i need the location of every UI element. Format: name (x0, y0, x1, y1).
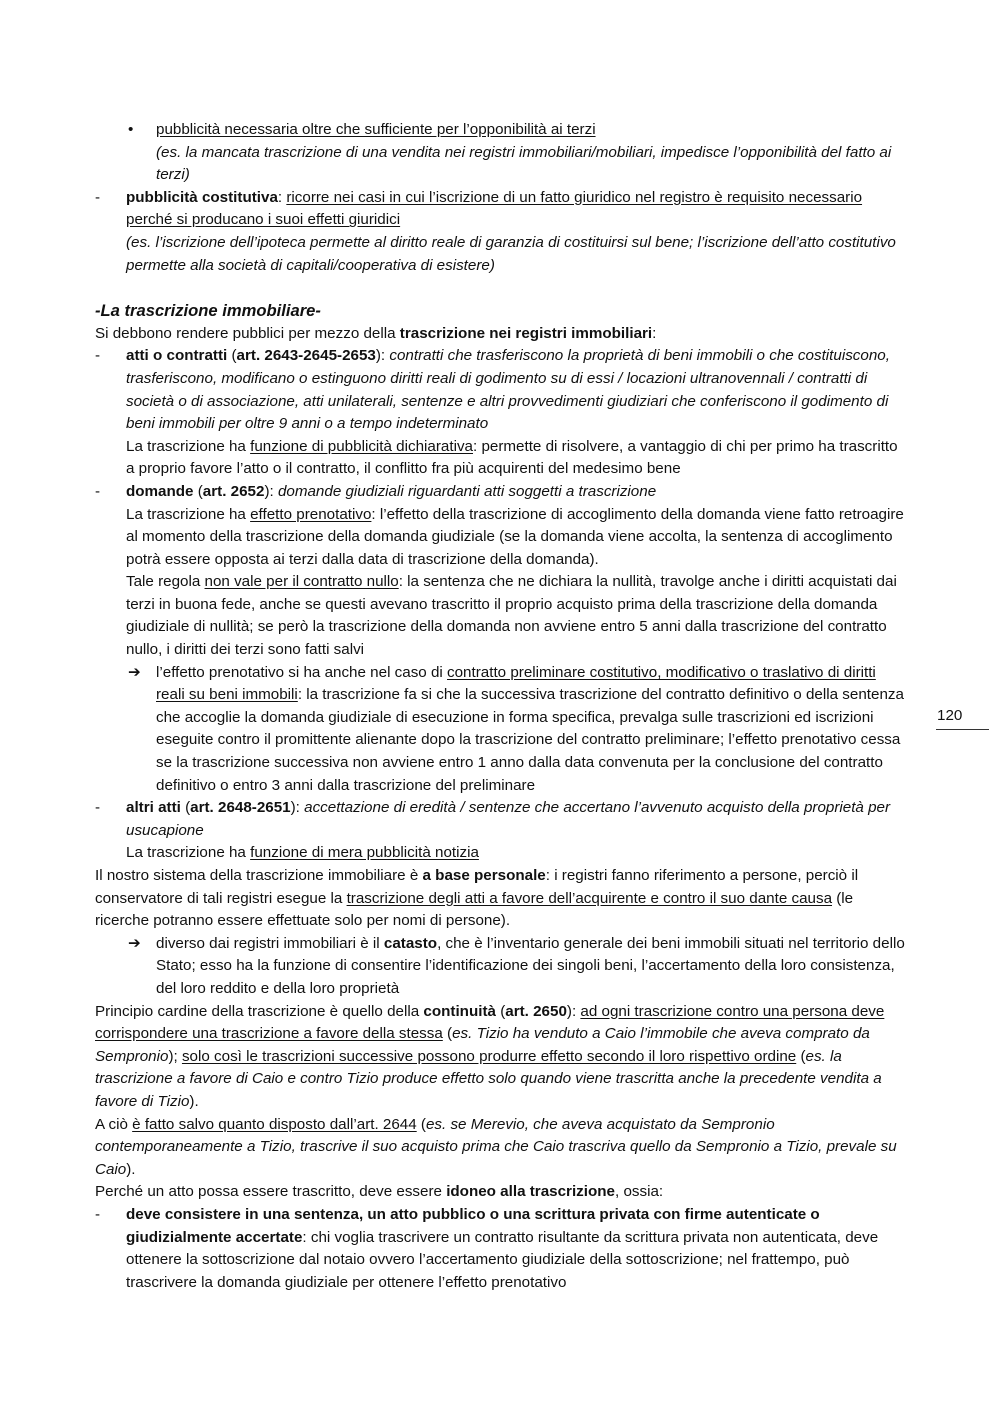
arrow-item-catasto (95, 933, 905, 1001)
example-text: (es. la mancata trascrizione di una vendita nei registri immobiliari/mobiliari, impedisce l’opponibilità del fatto ai terzi) (156, 143, 892, 184)
para-bold: continuità (423, 1002, 496, 1020)
example-text: es. la trascrizione a favore di Caio e contro Tizio produce effetto solo quando viene trascritta anche la precedente vendita a favore di Tizio (95, 1047, 882, 1110)
item-title: domande (126, 482, 194, 500)
arrow-marker: ➔ (128, 663, 141, 681)
note-text: La trascrizione ha (126, 844, 251, 862)
term-text: pubblicità costitutiva (126, 188, 278, 206)
spacer (95, 277, 905, 300)
intro-text: Si debbono rendere pubblici per mezzo della (95, 324, 400, 342)
para-text: ); (168, 1047, 182, 1065)
rule-underlined: non vale per il contratto nullo (204, 573, 399, 591)
paragraph-continuita (95, 1001, 905, 1114)
para-bold: idoneo alla trascrizione (446, 1183, 615, 1201)
paragraph-sistema (95, 865, 905, 933)
rule-text: Tale regola (126, 573, 205, 591)
colon-text: : (277, 188, 287, 206)
para-text: ( (416, 1115, 426, 1133)
paren-open: ( (180, 799, 191, 817)
dash-marker: - (95, 347, 101, 365)
paragraph-art-2644 (95, 1114, 905, 1182)
dash-marker: - (95, 482, 101, 500)
item-description: accettazione di eredità / sentenze che accertano l’avvenuto acquisto della proprietà per usucapione (126, 799, 891, 839)
item-title: atti o contratti (126, 347, 228, 365)
note-text: La trascrizione ha (126, 505, 251, 523)
para-underlined: ad ogni trascrizione contro una persona deve corrispondere una trascrizione a favore della stessa (95, 1002, 885, 1043)
example-text: es. Tizio ha venduto a Caio l’immobile che aveva comprato da Sempronio (95, 1025, 870, 1065)
item-description: contratti che trasferiscono la proprietà di beni immobili o che costituiscono, trasferiscono, modificano o estinguono diritti reali di godimento su di essi / locazioni ultranovennali / contratti di società o di associazione, atti unilaterali, sentenze e altri provvedimenti giudiziari che conferiscono il godimento di beni immobili per oltre 9 anni o a tempo indeterminato (126, 347, 890, 433)
dash-item-domande (95, 481, 905, 662)
intro-colon: : (652, 324, 657, 342)
article-ref: art. 2650 (505, 1002, 567, 1020)
example-text: (es. l’iscrizione dell’ipoteca permette al diritto reale di garanzia di costituirsi sul bene; l’iscrizione dell’atto costitutivo permette alla società di capitali/cooperativa di esistere) (126, 233, 896, 274)
para-text: ( (442, 1025, 453, 1043)
section-heading: -La trascrizione immobiliare- (95, 301, 321, 321)
dash-item-atti-contratti (95, 345, 905, 481)
intro-paragraph (95, 323, 905, 346)
note-text-cont: : permette di risolvere, a vantaggio di chi per primo ha trascritto a proprio favore l’atto o il contratto, il conflitto fra più acquirenti del medesimo bene (126, 437, 898, 478)
arrow-underlined: contratto preliminare costitutivo, modificativo o traslativo di diritti reali su beni immobili (156, 663, 876, 704)
para-text: : i registri fanno riferimento a persone, perciò il conservatore di tali registri esegue la (95, 867, 859, 907)
note-underlined: effetto prenotativo (250, 505, 372, 523)
para-text: ( (495, 1002, 506, 1020)
para-bold: a base personale (422, 867, 546, 884)
article-ref: art. 2643-2645-2653 (236, 347, 376, 365)
intro-bold: trascrizione nei registri immobiliari (399, 324, 653, 342)
paren-close: ): (264, 482, 278, 500)
arrow-text: diverso dai registri immobiliari è il (156, 934, 384, 952)
article-ref: art. 2652 (202, 482, 265, 500)
para-text: Perché un atto possa essere trascritto, deve essere (95, 1183, 447, 1201)
example-text: es. se Merevio, che aveva acquistato da Sempronio contemporaneamente a Tizio, trascrive il suo acquisto prima che Caio trascriva quello da Sempronio a Tizio, prevale su Caio (95, 1115, 897, 1178)
item-title: deve consistere in una sentenza, un atto pubblico o una scrittura privata con firme autenticate o giudizialmente accertate (126, 1205, 820, 1246)
definition-text: ricorre nei casi in cui l’iscrizione di un fatto giuridico nel registro è requisito necessario perché si producano i suoi effetti giuridici (126, 188, 863, 229)
item-description: : chi voglia trascrivere un contratto risultante da scrittura privata non autenticata, deve ottenere la sottoscrizione dal notaio ovvero l’accertamento giudiziale della sottoscrizione; nel frattempo, può trascrivere la domanda giudiziale per ottenere l’effetto prenotativo (126, 1228, 879, 1291)
note-underlined: funzione di mera pubblicità notizia (250, 844, 479, 862)
article-ref: art. 2648-2651 (190, 799, 291, 817)
dash-item-pubblicita-costitutiva (95, 187, 905, 277)
paragraph-idoneo (95, 1181, 905, 1204)
item-description: domande giudiziali riguardanti atti soggetti a trascrizione (277, 482, 657, 500)
dash-marker: - (95, 1205, 101, 1223)
para-underlined: solo così le trascrizioni successive possono produrre effetto secondo il loro rispettivo ordine (181, 1047, 797, 1065)
para-text: A ciò (95, 1115, 133, 1133)
para-text: , ossia: (615, 1183, 664, 1201)
paren-close: ): (375, 347, 390, 365)
dash-item-sentenza-atto (95, 1204, 905, 1294)
paren-open: ( (227, 347, 237, 365)
para-text: ). (126, 1160, 136, 1178)
para-text: ( (796, 1047, 806, 1065)
paren-open: ( (193, 482, 203, 500)
arrow-text: l’effetto prenotativo si ha anche nel caso di (156, 663, 448, 681)
page-body (95, 119, 905, 1294)
arrow-text-cont: , che è l’inventario generale dei beni immobili situati nel territorio dello Stato; esso ha la funzione di consentire l’identificazione dei singoli beni, l’accertamento della loro consistenza, del loro reddito e della loro proprietà (156, 934, 905, 997)
arrow-item-preliminare (95, 662, 905, 798)
bullet-marker: • (128, 121, 134, 138)
para-text: Il nostro sistema della trascrizione immobiliare è (95, 867, 423, 884)
arrow-bold: catasto (383, 934, 438, 952)
arrow-marker: ➔ (128, 934, 141, 952)
bullet-item-pubblicita-necessaria (95, 119, 905, 187)
rule-text-cont: : la sentenza che ne dichiara la nullità, travolge anche i diritti acquistati dai terzi in buona fede, anche se questi avevano trascritto il proprio acquisto prima della trascrizione della domanda giudiziale di nullità; se però la trascrizione della domanda non avviene entro 5 anni dalla trascrizione del contratto nullo, i diritti dei terzi sono fatti salvi (126, 573, 897, 659)
item-title: altri atti (126, 799, 181, 817)
para-text: ): (566, 1002, 581, 1020)
dash-marker: - (95, 799, 101, 817)
paren-close: ): (290, 799, 305, 817)
note-underlined: funzione di pubblicità dichiarativa (250, 437, 473, 455)
dash-item-altri-atti (95, 797, 905, 865)
note-text-cont: : l’effetto della trascrizione di accoglimento della domanda viene fatto retroagire al momento della trascrizione della domanda giudiziale (se la domanda viene accolta, la sentenza di accoglimento potrà essere opposta ai terzi dalla data di trascrizione della domanda). (126, 505, 904, 568)
para-underlined: è fatto salvo quanto disposto dall’art. 2644 (132, 1115, 417, 1133)
dash-marker: - (95, 188, 101, 206)
page-number: 120 (936, 705, 989, 730)
bullet-text: pubblicità necessaria oltre che sufficiente per l’opponibilità ai terzi (156, 121, 596, 138)
arrow-text-cont: : la trascrizione fa si che la successiva trascrizione del contratto definitivo o della sentenza che accoglie la domanda giudiziale di esecuzione in forma specifica, prevalga sulle trascrizioni ed iscrizioni eseguite contro il promittente alienante dopo la trascrizione del contratto preliminare; l’effetto prenotativo cessa se la trascrizione successiva non avviene entro 1 anno dalla data convenuta per la conclusione del contratto definitivo o entro 3 anni dalla trascrizione del preliminare (156, 686, 904, 794)
para-text: ). (189, 1092, 199, 1110)
para-underlined: trascrizione degli atti a favore dell’acquirente e contro il suo dante causa (346, 889, 833, 907)
para-text: (le ricerche potranno essere effettuate solo per nomi di persone). (95, 889, 854, 930)
para-text: Principio cardine della trascrizione è quello della (95, 1002, 424, 1020)
note-text: La trascrizione ha (126, 437, 251, 455)
